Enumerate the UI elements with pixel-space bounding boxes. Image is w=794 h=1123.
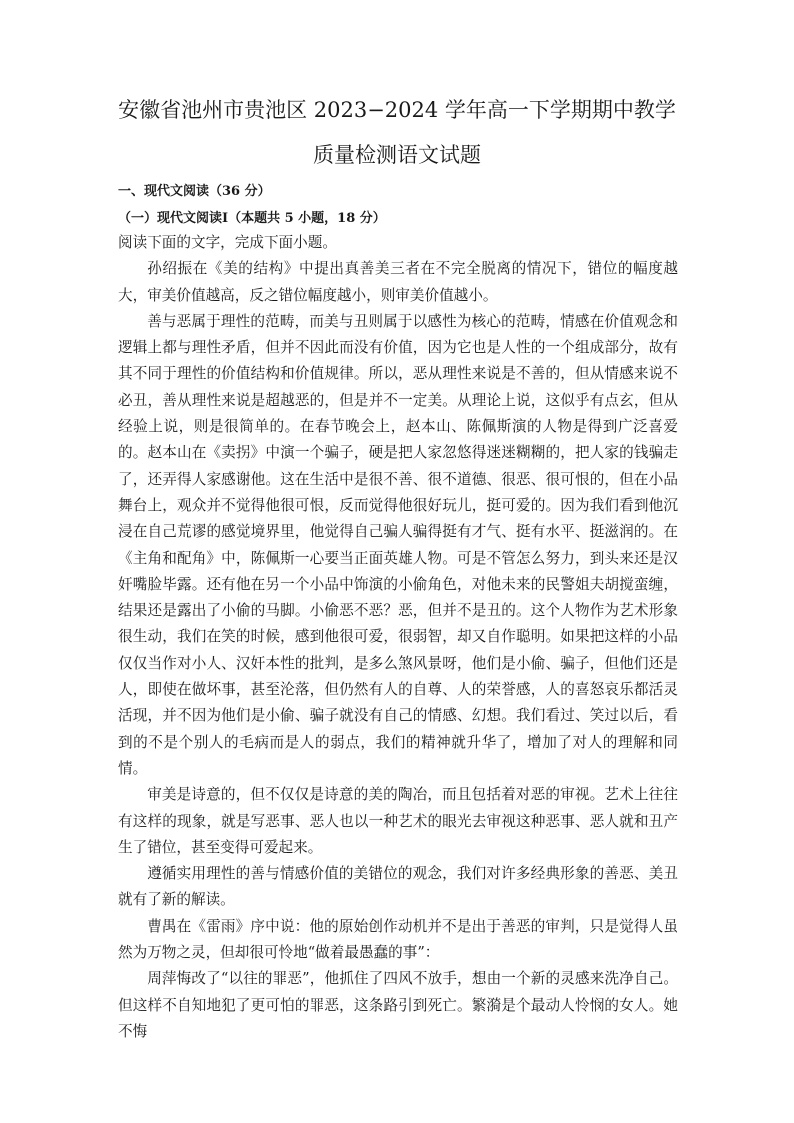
document-title-line1: 安徽省池州市贵池区 2023−2024 学年高一下学期期中教学 [118,98,676,122]
reading-instruction: 阅读下面的文字，完成下面小题。 [118,234,337,251]
passage-paragraph: 曹禺在《雷雨》序中说：他的原始创作动机并不是出于善恶的审判，只是觉得人虽然为万物之灵，但却很可怜地“做着最愚蠢的事”： [118,917,678,962]
section-heading-modern-reading: 一、现代文阅读（36 分） [118,184,271,199]
section-subheading-reading-1: （一）现代文阅读Ⅰ（本题共 5 小题，18 分） [118,211,386,226]
passage-paragraph: 孙绍振在《美的结构》中提出真善美三者在不完全脱离的情况下，错位的幅度越大，审美价值越高，反之错位幅度越小，则审美价值越小。 [118,260,678,304]
passage-paragraph: 遵循实用理性的善与情感价值的美错位的观念，我们对许多经典形象的善恶、美丑就有了新的解读。 [118,865,678,909]
passage-paragraph: 善与恶属于理性的范畴，而美与丑则属于以感性为核心的范畴，情感在价值观念和逻辑上都与理性矛盾，但并不因此而没有价值，因为它也是人性的一个组成部分，故有其不同于理性的价值结构和价值规律。所以，恶从理性来说是不善的，但从情感来说不必丑，善从理性来说是超越恶的，但是并不一定美。从理论上说，这似乎有点玄，但从经验上说，则是很简单的。在春节晚会上，赵本山、陈佩斯演的人物是得到广泛喜爱的。赵本山在《卖拐》中演一个骗子，硬是把人家忽悠得迷迷糊糊的，把人家的钱骗走了，还弄得人家感谢他。这在生活中是很不善、很不道德、很恶、很可恨的，但在小品舞台上，观众并不觉得他很可恨，反而觉得他很好玩儿，挺可爱的。因为我们看到他沉浸在自己荒谬的感觉境界里，他觉得自己骗人骗得挺有才气、挺有水平、挺滋润的。在《主角和配角》中，陈佩斯一心要当正面英雄人物。可是不管怎么努力，到头来还是汉奸嘴脸毕露。还有他在另一个小品中饰演的小偷角色，对他未来的民警姐夫胡搅蛮缠，结果还是露出了小偷的马脚。小偷恶不恶？恶，但并不是丑的。这个人物作为艺术形象很生动，我们在笑的时候，感到他很可爱，很弱智，却又自作聪明。如果把这样的小品仅仅当作对小人、汉奸本性的批判，是多么煞风景呀，他们是小偷、骗子，但他们还是人，即使在做坏事，甚至沦落，但仍然有人的自尊、人的荣誉感，人的喜怒哀乐都活灵活现，并不因为他们是小偷、骗子就没有自己的情感、幻想。我们看过、笑过以后，看到的不是个别人的毛病而是人的弱点，我们的精神就升华了，增加了对人的理解和同情。 [118,312,678,777]
passage-body [118,230,678,1045]
passage-paragraph: 审美是诗意的，但不仅仅是诗意的美的陶冶，而且包括着对恶的审视。艺术上往往有这样的现象，就是写恶事、恶人也以一种艺术的眼光去审视这种恶事、恶人就和丑产生了错位，甚至变得可爱起来。 [118,786,678,856]
document-title-line2: 质量检测语文试题 [313,143,481,167]
passage-paragraph: 周萍悔改了“以往的罪恶”，他抓住了四风不放手，想由一个新的灵感来洗净自己。但这样不自知地犯了更可怕的罪恶，这条路引到死亡。繁漪是个最动人怜悯的女人。她不悔 [118,970,678,1040]
